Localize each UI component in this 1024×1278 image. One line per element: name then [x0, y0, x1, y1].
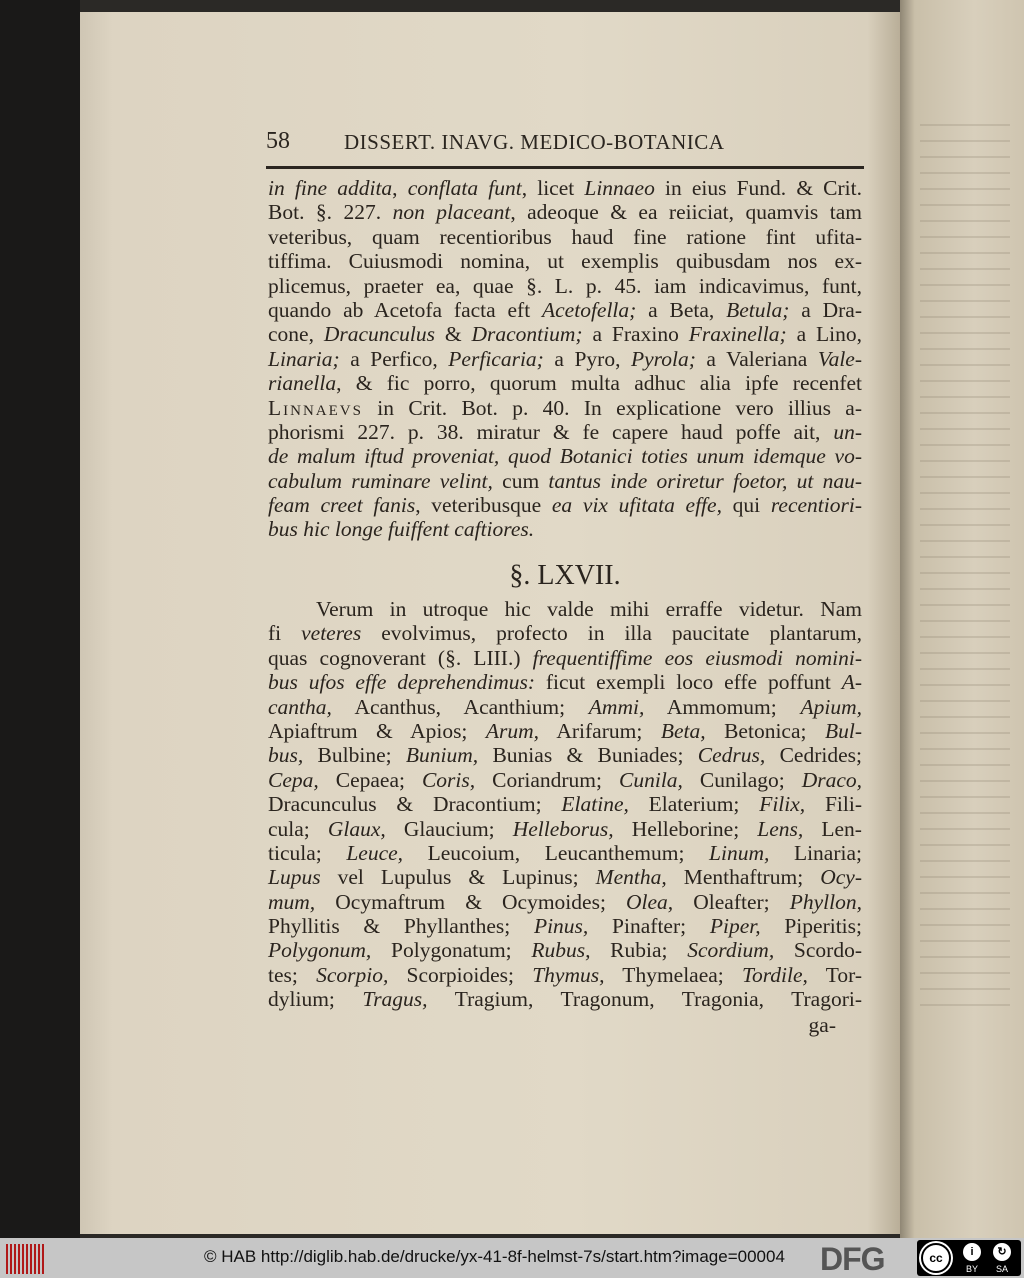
- text-segment: Ammomum;: [644, 694, 801, 719]
- italic-text: feam creet fanis: [268, 493, 416, 518]
- adjacent-page-edge: [900, 0, 1024, 1238]
- italic-text: mum,: [268, 889, 316, 914]
- paragraph-block-1: [268, 176, 862, 542]
- text-line: [268, 792, 862, 816]
- text-line: [268, 517, 862, 541]
- italic-text: Apium,: [800, 694, 862, 719]
- text-segment: vel Lupulus & Lupinus;: [320, 865, 596, 890]
- text-segment: Oleafter;: [673, 889, 790, 914]
- text-segment: Tragium, Tragonum, Tragonia, Tragori-: [427, 987, 862, 1012]
- text-segment: a Fraxino: [582, 322, 689, 347]
- paragraph-block-2: [268, 597, 862, 1012]
- header-rule: [266, 166, 864, 169]
- italic-text: Acetofella;: [542, 297, 637, 322]
- text-line: [268, 420, 862, 444]
- share-alike-icon: ↻: [993, 1243, 1011, 1261]
- italic-text: Ammi,: [588, 694, 645, 719]
- italic-text: Lupus: [268, 865, 321, 890]
- text-segment: veteribus, quam recentioribus haud fine ratione fint ufita-: [268, 224, 862, 249]
- text-line: [268, 225, 862, 249]
- copyright-link[interactable]: © HAB http://diglib.hab.de/drucke/yx-41-8f-helmst-7s/start.htm?image=00004: [204, 1247, 785, 1266]
- text-segment: Bulbine;: [303, 743, 406, 768]
- text-segment: Elaterium;: [628, 792, 760, 817]
- text-segment: cum: [492, 468, 549, 493]
- text-line: [268, 987, 862, 1011]
- text-segment: Thymelaea;: [604, 962, 742, 987]
- italic-text: Cunila,: [619, 767, 683, 792]
- attribution-icon: i: [963, 1243, 981, 1261]
- footer-bar: [0, 1238, 1024, 1278]
- running-header: [266, 128, 862, 158]
- italic-text: bus ufos effe deprehendimus:: [268, 670, 536, 695]
- italic-text: ea vix ufitata effe,: [551, 493, 722, 518]
- italic-text: Fraxinella;: [688, 322, 787, 347]
- italic-text: Thymus,: [532, 962, 605, 987]
- text-segment: Scordo-: [774, 938, 862, 963]
- cc-icon: cc: [921, 1243, 951, 1273]
- text-line: [268, 396, 862, 420]
- text-segment: cula;: [268, 816, 328, 841]
- text-line: [268, 444, 862, 468]
- catchword: ga-: [808, 1013, 836, 1037]
- text-line: [268, 200, 862, 224]
- text-segment: Glaucium;: [385, 816, 513, 841]
- italic-text: veteres: [301, 621, 362, 646]
- italic-text: Phyllon,: [789, 889, 862, 914]
- italic-text: Pyrola;: [630, 346, 696, 371]
- text-segment: Cepaea;: [318, 767, 422, 792]
- italic-text: Bunium,: [405, 743, 479, 768]
- italic-text: Elatine,: [561, 792, 629, 817]
- italic-text: Dracunculus: [323, 322, 435, 347]
- italic-text: recentiori-: [770, 493, 863, 518]
- dfg-logo: DFG: [820, 1241, 885, 1277]
- italic-text: Tordile,: [741, 962, 808, 987]
- italic-text: Mentha,: [595, 865, 667, 890]
- italic-text: Pinus,: [533, 914, 589, 939]
- bleed-through-text: [920, 120, 1010, 1020]
- text-line: [268, 914, 862, 938]
- cc-license-badge[interactable]: [917, 1240, 1021, 1276]
- text-segment: qui: [721, 493, 771, 518]
- italic-text: Piper,: [709, 914, 761, 939]
- text-segment: a Beta,: [636, 297, 727, 322]
- text-segment: fi: [268, 621, 302, 646]
- italic-text: Arum,: [485, 718, 540, 743]
- text-segment: , & fic porro, quorum multa adhuc alia ipfe recenfet: [336, 371, 862, 396]
- italic-text: Cepa,: [268, 767, 319, 792]
- italic-text: Polygonum,: [268, 938, 372, 963]
- italic-text: Betula;: [726, 297, 790, 322]
- text-segment: tiffima. Cuiusmodi nomina, ut exemplis quibusdam nos ex-: [268, 249, 862, 274]
- italic-text: cabulum ruminare velint,: [268, 468, 493, 493]
- text-segment: in eius Fund. & Crit.: [654, 176, 862, 200]
- text-segment: , adeoque & ea reiiciat, quamvis tam: [510, 200, 862, 225]
- text-segment: a Lino,: [786, 322, 862, 347]
- text-line: [268, 963, 862, 987]
- italic-text: de malum iftud proveniat, quod Botanici toties unum idemque vo-: [268, 444, 862, 469]
- italic-text: Draco,: [801, 767, 862, 792]
- text-line: [268, 938, 862, 962]
- text-segment: Pinafter;: [588, 914, 710, 939]
- text-line: [268, 298, 862, 322]
- text-line: [268, 817, 862, 841]
- text-segment: Piperitis;: [760, 914, 862, 939]
- italic-text: Linaria;: [268, 346, 340, 371]
- text-segment: Scorpioides;: [388, 962, 533, 987]
- text-line: [268, 621, 862, 645]
- text-segment: Polygonatum;: [371, 938, 532, 963]
- italic-text: A-: [841, 670, 862, 695]
- text-line: [268, 890, 862, 914]
- text-segment: Bunias & Buniades;: [478, 743, 698, 768]
- italic-text: Linnaeo: [584, 176, 655, 200]
- text-line: [268, 865, 862, 889]
- text-segment: plicemus, praeter ea, quae §. L. p. 45. iam indicavimus, funt,: [268, 273, 862, 298]
- text-segment: ficut exempli loco effe poffunt: [535, 670, 842, 695]
- text-line: [268, 743, 862, 767]
- text-segment: quas cognoverant (§. LIII.): [268, 645, 533, 670]
- italic-text: non placeant: [392, 200, 511, 225]
- text-line: [268, 695, 862, 719]
- text-segment: &: [434, 322, 472, 347]
- page-number: 58: [266, 128, 290, 154]
- text-line: [268, 274, 862, 298]
- text-line: [268, 176, 862, 200]
- text-segment: Leucoium, Leucanthemum;: [403, 840, 710, 865]
- text-segment: Fili-: [805, 792, 862, 817]
- italic-text: Coris,: [421, 767, 476, 792]
- text-line: [268, 322, 862, 346]
- text-line: [268, 469, 862, 493]
- italic-text: Olea,: [626, 889, 674, 914]
- text-line: [268, 646, 862, 670]
- italic-text: Tragus,: [362, 987, 428, 1012]
- text-segment: Arifarum;: [539, 718, 661, 743]
- text-line: [268, 597, 862, 621]
- text-line: [268, 719, 862, 743]
- text-segment: Linnaevs: [268, 395, 363, 420]
- text-segment: Rubia;: [590, 938, 688, 963]
- italic-text: Bul-: [824, 718, 863, 743]
- text-segment: Coriandrum;: [475, 767, 619, 792]
- italic-text: in fine addita: [268, 176, 393, 200]
- italic-text: Linum,: [709, 840, 770, 865]
- italic-text: Vale-: [817, 346, 862, 371]
- text-segment: phorismi 227. p. 38. miratur & fe capere haud poffe ait,: [268, 419, 834, 444]
- text-segment: Verum in utroque hic valde mihi erraffe videtur. Nam: [316, 597, 862, 621]
- text-segment: Tor-: [807, 962, 862, 987]
- italic-text: conflata funt: [407, 176, 522, 200]
- text-segment: tes;: [268, 962, 317, 987]
- text-segment: evolvimus, profecto in illa paucitate plantarum,: [361, 621, 862, 646]
- text-segment: Ocymaftrum & Ocymoides;: [315, 889, 626, 914]
- italic-text: Rubus,: [531, 938, 591, 963]
- text-line: [268, 371, 862, 395]
- text-segment: Cedrides;: [765, 743, 862, 768]
- italic-text: cantha,: [268, 694, 332, 719]
- sa-label: SA: [996, 1264, 1009, 1274]
- text-segment: Dracunculus & Dracontium;: [268, 792, 562, 817]
- italic-text: Beta,: [660, 718, 706, 743]
- italic-text: Filix,: [759, 792, 806, 817]
- text-segment: quando ab Acetofa facta eft: [268, 297, 542, 322]
- text-line: [268, 768, 862, 792]
- hab-logo-icon: [6, 1244, 44, 1274]
- italic-text: un-: [833, 419, 862, 444]
- text-line: [268, 493, 862, 517]
- text-segment: Menthaftrum;: [666, 865, 821, 890]
- text-segment: , veteribusque: [415, 493, 552, 518]
- text-segment: Len-: [803, 816, 862, 841]
- italic-text: rianella: [268, 371, 337, 396]
- text-segment: a Valeriana: [695, 346, 818, 371]
- italic-text: frequentiffime eos eiusmodi nomini-: [532, 645, 862, 670]
- italic-text: Dracontium;: [471, 322, 583, 347]
- italic-text: bus hic longe fuiffent caftiores.: [268, 517, 535, 542]
- italic-text: Leuce,: [346, 840, 404, 865]
- text-segment: ticula;: [268, 840, 347, 865]
- by-label: BY: [966, 1264, 979, 1274]
- italic-text: Cedrus,: [697, 743, 766, 768]
- text-segment: a Perfico,: [339, 346, 449, 371]
- italic-text: Glaux,: [327, 816, 386, 841]
- italic-text: tantus inde oriretur foetor, ut nau-: [548, 468, 862, 493]
- text-segment: in Crit. Bot. p. 40. In explicatione vero illius a-: [362, 395, 862, 420]
- text-segment: Cunilago;: [682, 767, 802, 792]
- italic-text: Perficaria;: [448, 346, 544, 371]
- running-title: DISSERT. INAVG. MEDICO-BOTANICA: [344, 130, 725, 154]
- text-line: [268, 670, 862, 694]
- text-segment: a Pyro,: [543, 346, 631, 371]
- text-segment: Phyllitis & Phyllanthes;: [268, 914, 534, 939]
- italic-text: Lens,: [757, 816, 804, 841]
- text-line: [268, 347, 862, 371]
- text-segment: Acanthus, Acanthium;: [331, 694, 589, 719]
- text-segment: Bot. §. 227.: [268, 200, 393, 225]
- text-segment: Linaria;: [769, 840, 862, 865]
- text-segment: Betonica;: [705, 718, 825, 743]
- italic-text: Scorpio,: [316, 962, 389, 987]
- text-segment: cone,: [268, 322, 324, 347]
- text-segment: ,: [392, 176, 408, 200]
- italic-text: Helleborus,: [512, 816, 614, 841]
- section-heading: §. LXVII.: [509, 560, 621, 591]
- italic-text: bus,: [268, 743, 304, 768]
- text-line: [268, 249, 862, 273]
- text-segment: dylium;: [268, 987, 363, 1012]
- scan-background-left: [0, 0, 80, 1238]
- text-segment: Helleborine;: [613, 816, 758, 841]
- text-line: [268, 841, 862, 865]
- text-segment: a Dra-: [789, 297, 863, 322]
- text-segment: , licet: [521, 176, 585, 200]
- italic-text: Scordium,: [687, 938, 775, 963]
- italic-text: Ocy-: [820, 865, 862, 890]
- text-segment: Apiaftrum & Apios;: [268, 718, 486, 743]
